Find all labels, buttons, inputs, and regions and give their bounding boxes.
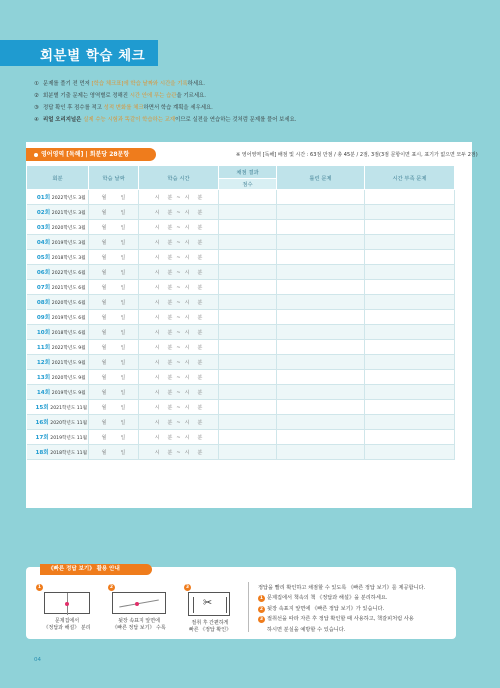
round-cell: 16회 2020학년도 11월 — [27, 415, 89, 430]
time-cell[interactable]: 시 분 ~ 시 분 — [139, 400, 219, 415]
table-row — [27, 340, 455, 355]
time-cell[interactable]: 시 분 ~ 시 분 — [139, 250, 219, 265]
score-cell[interactable] — [219, 250, 277, 265]
short-cell[interactable] — [365, 250, 455, 265]
table-row — [27, 370, 455, 385]
short-cell[interactable] — [365, 235, 455, 250]
time-cell[interactable]: 시 분 ~ 시 분 — [139, 190, 219, 205]
table-row — [27, 265, 455, 280]
short-cell[interactable] — [365, 220, 455, 235]
short-cell[interactable] — [365, 340, 455, 355]
wrong-cell[interactable] — [277, 265, 365, 280]
table-row — [27, 190, 455, 205]
guide-item: 하시면 분실을 예방할 수 있습니다. — [267, 626, 346, 633]
wrong-cell[interactable] — [277, 295, 365, 310]
short-cell[interactable] — [365, 415, 455, 430]
score-cell[interactable] — [219, 415, 277, 430]
date-cell[interactable]: 월 일 — [89, 340, 139, 355]
guide-item: 2 뒷장 속표지 앞면에 《빠른 정답 보기》가 있습니다. — [259, 605, 385, 612]
table-row — [27, 205, 455, 220]
wrong-cell[interactable] — [277, 190, 365, 205]
header-round: 회분 — [27, 166, 89, 190]
header-time: 학습 시간 — [139, 166, 219, 190]
time-cell[interactable]: 시 분 ~ 시 분 — [139, 310, 219, 325]
table-row — [27, 250, 455, 265]
score-cell[interactable] — [219, 385, 277, 400]
guide-item: 1 문제집에서 책속의 책 《정답과 해설》을 분리하세요. — [259, 595, 388, 602]
table-row — [27, 355, 455, 370]
wrong-cell[interactable] — [277, 430, 365, 445]
time-cell[interactable]: 시 분 ~ 시 분 — [139, 220, 219, 235]
time-cell[interactable]: 시 분 ~ 시 분 — [139, 370, 219, 385]
section-badge-label: 영어영역 [독해] | 회분당 28문항 — [41, 151, 130, 158]
instruction-item: ③ 정답 확인 후 점수를 적고 성적 변화를 체크하면서 학습 계획을 세우세요. — [34, 105, 213, 112]
short-cell[interactable] — [365, 400, 455, 415]
score-cell[interactable] — [219, 355, 277, 370]
scoring-note: ※ 영어영역 [독해] 배점 및 시간 : 63점 만점 / 총 45분 / 2점, 3점(3점 문항이면 표시, 표기가 없으면 모두 2점) — [236, 152, 478, 158]
round-cell: 02회 2021학년도 3월 — [27, 205, 89, 220]
short-cell[interactable] — [365, 295, 455, 310]
table-row — [27, 295, 455, 310]
date-cell[interactable]: 월 일 — [89, 370, 139, 385]
time-cell[interactable]: 시 분 ~ 시 분 — [139, 430, 219, 445]
date-cell[interactable]: 월 일 — [89, 430, 139, 445]
score-cell[interactable] — [219, 190, 277, 205]
instruction-item: ② 회분별 기출 문제는 영역별로 정해진 시간 안에 푸는 습관을 기르세요. — [34, 93, 206, 100]
step-2-number: 2 — [109, 585, 114, 590]
short-cell[interactable] — [365, 385, 455, 400]
round-cell: 03회 2020학년도 3월 — [27, 220, 89, 235]
wrong-cell[interactable] — [277, 250, 365, 265]
table-row — [27, 415, 455, 430]
instructions — [34, 78, 296, 126]
short-cell[interactable] — [365, 355, 455, 370]
header-date: 학습 날짜 — [89, 166, 139, 190]
table-row — [27, 280, 455, 295]
page-title: 회분별 학습 체크 — [40, 48, 146, 64]
table-row — [27, 430, 455, 445]
date-cell[interactable]: 월 일 — [89, 190, 139, 205]
wrong-cell[interactable] — [277, 325, 365, 340]
round-cell: 06회 2022학년도 6월 — [27, 265, 89, 280]
section-badge — [26, 148, 156, 161]
date-cell[interactable]: 월 일 — [89, 265, 139, 280]
round-cell: 01회 2022학년도 3월 — [27, 190, 89, 205]
table-row — [27, 235, 455, 250]
date-cell[interactable]: 월 일 — [89, 415, 139, 430]
score-cell[interactable] — [219, 280, 277, 295]
step-1-number: 1 — [37, 585, 42, 590]
round-cell: 17회 2019학년도 11월 — [27, 430, 89, 445]
date-cell[interactable]: 월 일 — [89, 235, 139, 250]
date-cell[interactable]: 월 일 — [89, 355, 139, 370]
round-cell: 12회 2021학년도 9월 — [27, 355, 89, 370]
time-cell[interactable]: 시 분 ~ 시 분 — [139, 205, 219, 220]
score-cell[interactable] — [219, 430, 277, 445]
round-cell: 11회 2022학년도 9월 — [27, 340, 89, 355]
step-1-text: 문제집에서 《정답과 해설》 분리 — [43, 618, 91, 631]
wrong-cell[interactable] — [277, 205, 365, 220]
bullet-icon — [34, 153, 38, 157]
score-cell[interactable] — [219, 370, 277, 385]
time-cell[interactable]: 시 분 ~ 시 분 — [139, 385, 219, 400]
score-cell[interactable] — [219, 445, 277, 460]
step-2-text: 뒷장 속표지 앞면에 《빠른 정답 보기》 수록 — [112, 618, 166, 631]
round-cell: 15회 2021학년도 11월 — [27, 400, 89, 415]
date-cell[interactable]: 월 일 — [89, 445, 139, 460]
date-cell[interactable]: 월 일 — [89, 205, 139, 220]
time-cell[interactable]: 시 분 ~ 시 분 — [139, 295, 219, 310]
guide-badge: 《빠른 정답 보기》 활용 안내 — [40, 564, 152, 575]
instruction-item: ① 문제를 풀기 전 먼저 [학습 체크표]에 학습 날짜와 시간을 기록하세요. — [34, 81, 205, 87]
time-cell[interactable]: 시 분 ~ 시 분 — [139, 355, 219, 370]
header-result: 채점 결과 — [219, 166, 277, 179]
short-cell[interactable] — [365, 265, 455, 280]
table-row — [27, 400, 455, 415]
date-cell[interactable]: 월 일 — [89, 310, 139, 325]
guide-intro: 정답을 빨리 확인하고 채점할 수 있도록 《빠른 정답 보기》를 제공합니다. — [258, 585, 426, 591]
wrong-cell[interactable] — [277, 355, 365, 370]
round-cell: 08회 2020학년도 6월 — [27, 295, 89, 310]
wrong-cell[interactable] — [277, 280, 365, 295]
short-cell[interactable] — [365, 325, 455, 340]
wrong-cell[interactable] — [277, 220, 365, 235]
wrong-cell[interactable] — [277, 310, 365, 325]
step-3-text: 절취 후 간편하게 빠른 《정답 확인》 — [188, 620, 232, 633]
table-row — [27, 445, 455, 460]
round-cell: 05회 2018학년도 3월 — [27, 250, 89, 265]
time-cell[interactable]: 시 분 ~ 시 분 — [139, 325, 219, 340]
short-cell[interactable] — [365, 430, 455, 445]
cover-page-illustration — [112, 592, 166, 614]
date-cell[interactable]: 월 일 — [89, 250, 139, 265]
score-cell[interactable] — [219, 265, 277, 280]
date-cell[interactable]: 월 일 — [89, 325, 139, 340]
date-cell[interactable]: 월 일 — [89, 280, 139, 295]
book-split-illustration — [44, 592, 90, 614]
score-cell[interactable] — [219, 235, 277, 250]
round-cell: 09회 2019학년도 6월 — [27, 310, 89, 325]
date-cell[interactable]: 월 일 — [89, 400, 139, 415]
score-cell[interactable] — [219, 220, 277, 235]
header-score: 점수 — [219, 178, 277, 189]
wrong-cell[interactable] — [277, 340, 365, 355]
date-cell[interactable]: 월 일 — [89, 220, 139, 235]
round-cell: 07회 2021학년도 6월 — [27, 280, 89, 295]
short-cell[interactable] — [365, 370, 455, 385]
guide-description — [258, 583, 425, 635]
round-cell: 10회 2018학년도 6월 — [27, 325, 89, 340]
time-cell[interactable]: 시 분 ~ 시 분 — [139, 340, 219, 355]
score-cell[interactable] — [219, 310, 277, 325]
score-cell[interactable] — [219, 325, 277, 340]
guide-divider — [248, 582, 249, 632]
time-cell[interactable]: 시 분 ~ 시 분 — [139, 415, 219, 430]
time-cell[interactable]: 시 분 ~ 시 분 — [139, 280, 219, 295]
score-cell[interactable] — [219, 340, 277, 355]
round-cell: 14회 2019학년도 9월 — [27, 385, 89, 400]
table-row — [27, 385, 455, 400]
step-3-number: 3 — [185, 585, 190, 590]
score-cell[interactable] — [219, 295, 277, 310]
scissors-icon: ✂ — [203, 596, 213, 609]
short-cell[interactable] — [365, 445, 455, 460]
cut-illustration — [188, 592, 230, 616]
guide-item: 3 절취선을 따라 자른 후 정답 확인할 때 사용하고, 책갈피처럼 사용 — [259, 616, 414, 623]
wrong-cell[interactable] — [277, 370, 365, 385]
title-bar — [0, 40, 158, 66]
header-short: 시간 부족 문제 — [365, 166, 455, 190]
instruction-item: ④ 리얼 오리지널은 실제 수능 시험과 똑같이 학습하는 교재이므로 실전을 연습하는 것처럼 문제를 풀어 보세요. — [34, 117, 297, 124]
round-cell: 04회 2019학년도 3월 — [27, 235, 89, 250]
wrong-cell[interactable] — [277, 235, 365, 250]
table-row — [27, 325, 455, 340]
date-cell[interactable]: 월 일 — [89, 295, 139, 310]
wrong-cell[interactable] — [277, 415, 365, 430]
table-row — [27, 220, 455, 235]
time-cell[interactable]: 시 분 ~ 시 분 — [139, 265, 219, 280]
time-cell[interactable]: 시 분 ~ 시 분 — [139, 445, 219, 460]
short-cell[interactable] — [365, 310, 455, 325]
time-cell[interactable]: 시 분 ~ 시 분 — [139, 235, 219, 250]
score-cell[interactable] — [219, 205, 277, 220]
short-cell[interactable] — [365, 205, 455, 220]
wrong-cell[interactable] — [277, 400, 365, 415]
round-cell: 18회 2018학년도 11월 — [27, 445, 89, 460]
page-number: 04 — [34, 657, 41, 663]
round-cell: 13회 2020학년도 9월 — [27, 370, 89, 385]
table-row — [27, 310, 455, 325]
wrong-cell[interactable] — [277, 445, 365, 460]
check-table — [26, 165, 455, 460]
header-wrong: 틀린 문제 — [277, 166, 365, 190]
score-cell[interactable] — [219, 400, 277, 415]
wrong-cell[interactable] — [277, 385, 365, 400]
date-cell[interactable]: 월 일 — [89, 385, 139, 400]
short-cell[interactable] — [365, 190, 455, 205]
short-cell[interactable] — [365, 280, 455, 295]
